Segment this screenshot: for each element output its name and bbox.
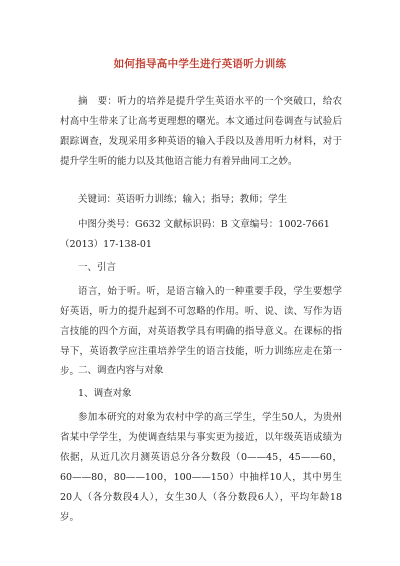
abstract-text: 听力的培养是提升学生英语水平的一个突破口，给农村高中生带来了让高考更理想的曙光。本文通过问卷调查与试验后跟踪调查，发现采用多种英语的输入手段以及善用听力材料，对于提升学生听的能力以及其他语言能力有着异曲同工之妙。: [60, 96, 342, 167]
keywords-text: 英语听力训练；输入；指导；教师；学生: [116, 194, 288, 205]
introduction-paragraph: 语言，始于听。听，是语言输入的一种重要手段，学生要想学好英语，听力的提升起到不可忽略的作用。听、说、读、写作为语言技能的四个方面，对英语教学具有明确的指导意义。在课标的指导下，英语教学应注重培养学生的语言技能，听力训练应走在第一步。: [60, 286, 342, 377]
keywords-paragraph: [60, 190, 342, 210]
article-title: 如何指导高中学生进行英语听力训练: [113, 58, 287, 70]
section-heading-introduction: 一、引言: [78, 262, 117, 273]
abstract-label: 摘 要：: [78, 96, 118, 107]
classification-line: 中图分类号：G632 文献标识码：B 文章编号：1002-7661（2013）17-138-01: [60, 219, 330, 250]
abstract-paragraph: [60, 92, 342, 172]
subjects-paragraph: 参加本研究的对象为农村中学的高三学生，学生50人，为贵州省某中学学生，为使调查结果与事实更为接近，以年级英语成绩为依据，从近几次月测英语总分各分数段（0——45，45——60，60——80，80——100，100——150）中抽样10人，其中男生20人（各分数段4人），女生30人（各分数段6人），平均年龄18岁。: [60, 412, 342, 523]
keywords-label: 关键词：: [78, 194, 117, 205]
section-heading-survey: 二、调查内容与对象: [78, 365, 164, 376]
subsection-heading-subjects: 1、调查对象: [78, 388, 132, 399]
